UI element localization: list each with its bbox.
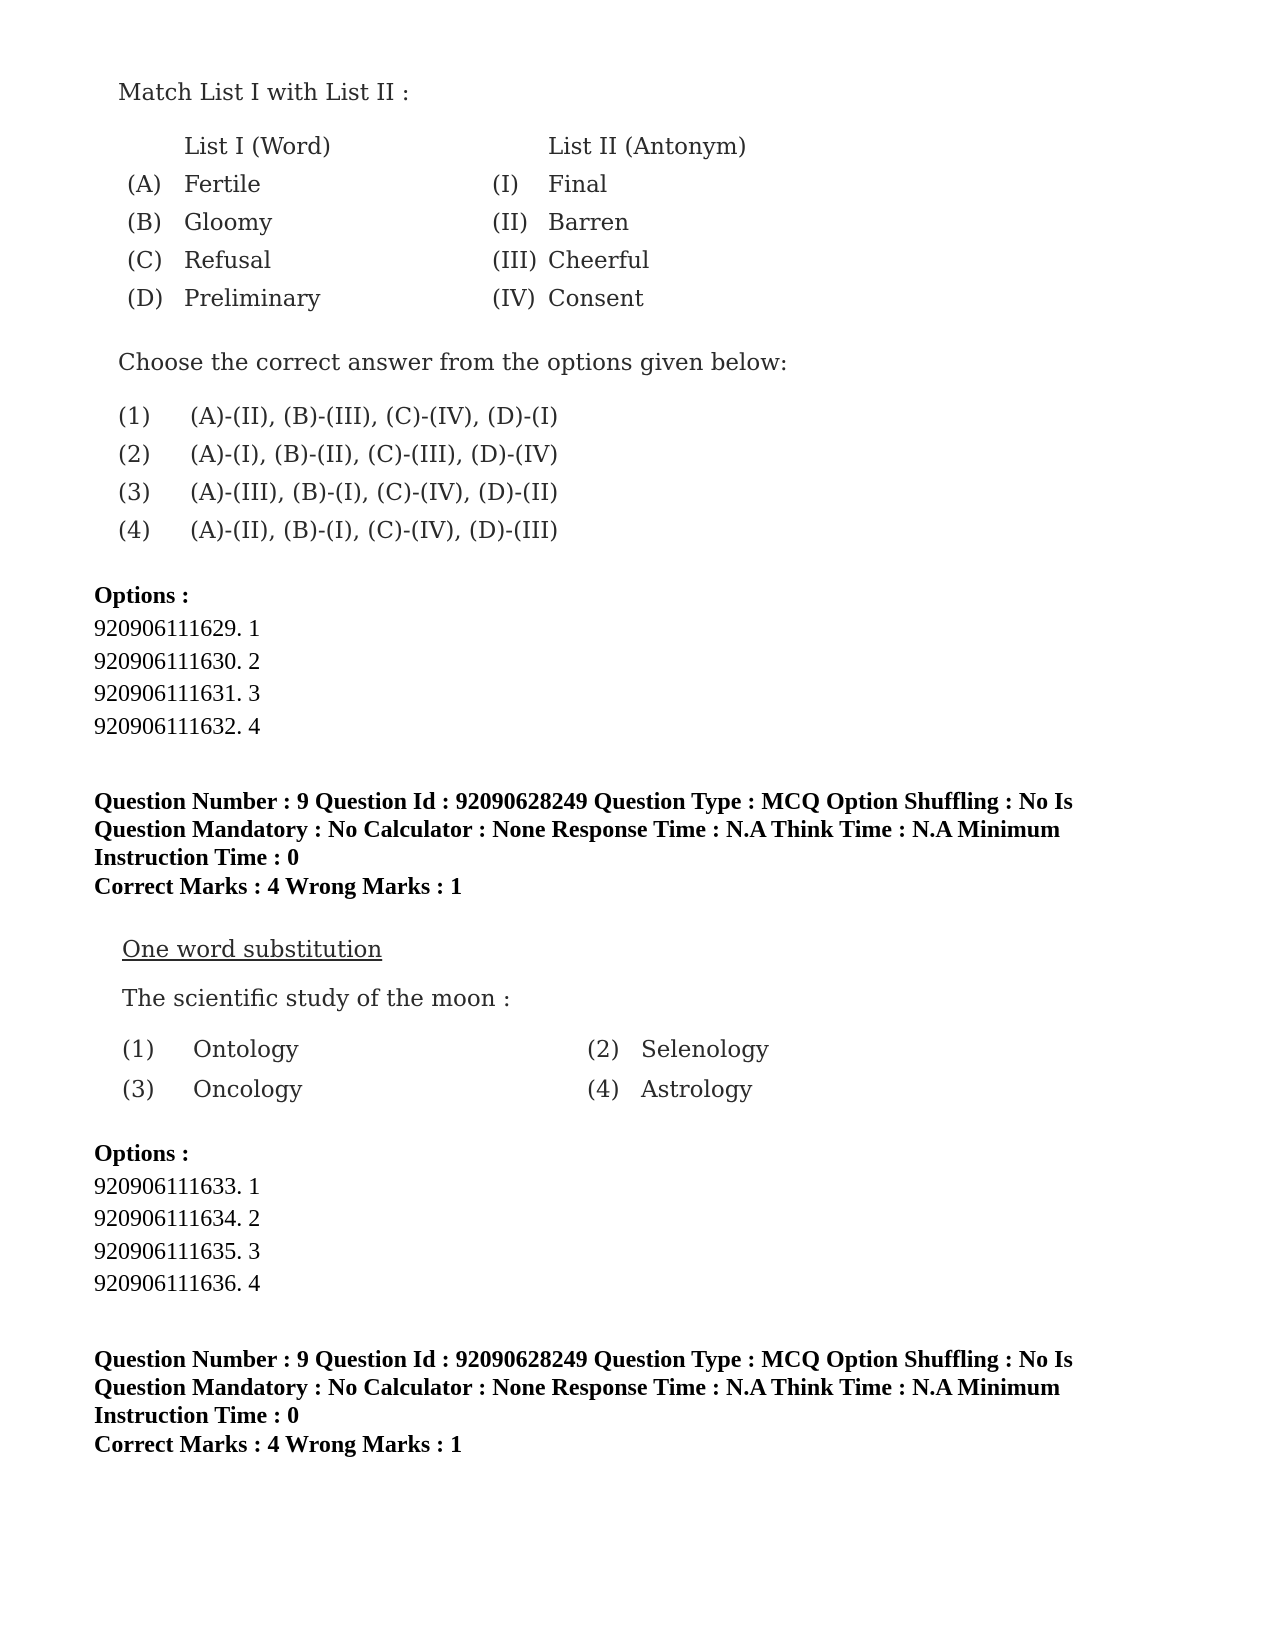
q1-option-4: 920906111632. 4 [94, 714, 261, 740]
q1-option-3: 920906111631. 3 [94, 681, 261, 707]
list2-label-iv: (IV) [492, 286, 536, 312]
list2-header: List II (Antonym) [548, 134, 747, 160]
question-meta-2 [94, 1346, 1154, 1430]
q2-answer-3: Oncology [193, 1077, 303, 1103]
list2-label-ii: (II) [492, 210, 529, 236]
question-meta-1 [94, 788, 1154, 872]
list2-item-ii: Barren [548, 210, 630, 236]
list2-label-iii: (III) [492, 248, 538, 274]
list1-label-d: (D) [127, 286, 164, 312]
q2-option-1: 920906111633. 1 [94, 1174, 261, 1200]
meta2-marks: Correct Marks : 4 Wrong Marks : 1 [94, 1432, 463, 1458]
q1-answer-1: (A)-(II), (B)-(III), (C)-(IV), (D)-(I) [190, 404, 559, 430]
q1-answer-4: (A)-(II), (B)-(I), (C)-(IV), (D)-(III) [190, 518, 559, 544]
list2-item-iv: Consent [548, 286, 644, 312]
list1-header: List I (Word) [184, 134, 331, 160]
list1-label-a: (A) [127, 172, 162, 198]
list1-item-c: Refusal [184, 248, 272, 274]
list1-label-c: (C) [127, 248, 163, 274]
list2-item-iii: Cheerful [548, 248, 650, 274]
q1-prompt: Match List I with List II : [118, 80, 410, 106]
q1-answer-num-2: (2) [118, 442, 151, 468]
q1-option-1: 920906111629. 1 [94, 616, 261, 642]
q1-answer-num-1: (1) [118, 404, 151, 430]
q1-answer-3: (A)-(III), (B)-(I), (C)-(IV), (D)-(II) [190, 480, 559, 506]
q1-answer-2: (A)-(I), (B)-(II), (C)-(III), (D)-(IV) [190, 442, 559, 468]
q2-answer-num-1: (1) [122, 1037, 155, 1063]
q1-option-2: 920906111630. 2 [94, 649, 261, 675]
q1-choose-instruction: Choose the correct answer from the options given below: [118, 350, 788, 376]
meta2-line2: Question Mandatory : No Calculator : None Response Time : N.A Think Time : N.A Minimum [94, 1375, 1061, 1401]
meta2-line1: Question Number : 9 Question Id : 92090628249 Question Type : MCQ Option Shuffling : No Is [94, 1347, 1073, 1373]
q2-answer-num-3: (3) [122, 1077, 155, 1103]
q2-answer-2: Selenology [641, 1037, 769, 1063]
meta1-line1: Question Number : 9 Question Id : 92090628249 Question Type : MCQ Option Shuffling : No Is [94, 789, 1073, 815]
q2-answer-4: Astrology [641, 1077, 753, 1103]
meta1-line3: Instruction Time : 0 [94, 845, 300, 871]
q2-answer-num-2: (2) [587, 1037, 620, 1063]
q2-option-3: 920906111635. 3 [94, 1239, 261, 1265]
list1-item-a: Fertile [184, 172, 261, 198]
q2-answer-1: Ontology [193, 1037, 299, 1063]
list1-item-b: Gloomy [184, 210, 273, 236]
q1-answer-num-4: (4) [118, 518, 151, 544]
q2-options-label: Options : [94, 1141, 190, 1167]
list2-item-i: Final [548, 172, 608, 198]
q2-prompt: The scientific study of the moon : [122, 986, 511, 1012]
q2-option-2: 920906111634. 2 [94, 1206, 261, 1232]
list1-item-d: Preliminary [184, 286, 321, 312]
q1-options-label: Options : [94, 583, 190, 609]
meta1-marks: Correct Marks : 4 Wrong Marks : 1 [94, 874, 463, 900]
q2-option-4: 920906111636. 4 [94, 1271, 261, 1297]
q2-heading: One word substitution [122, 937, 383, 963]
q1-answer-num-3: (3) [118, 480, 151, 506]
meta2-line3: Instruction Time : 0 [94, 1403, 300, 1429]
list1-label-b: (B) [127, 210, 162, 236]
meta1-line2: Question Mandatory : No Calculator : None Response Time : N.A Think Time : N.A Minimum [94, 817, 1061, 843]
list2-label-i: (I) [492, 172, 520, 198]
q2-answer-num-4: (4) [587, 1077, 620, 1103]
